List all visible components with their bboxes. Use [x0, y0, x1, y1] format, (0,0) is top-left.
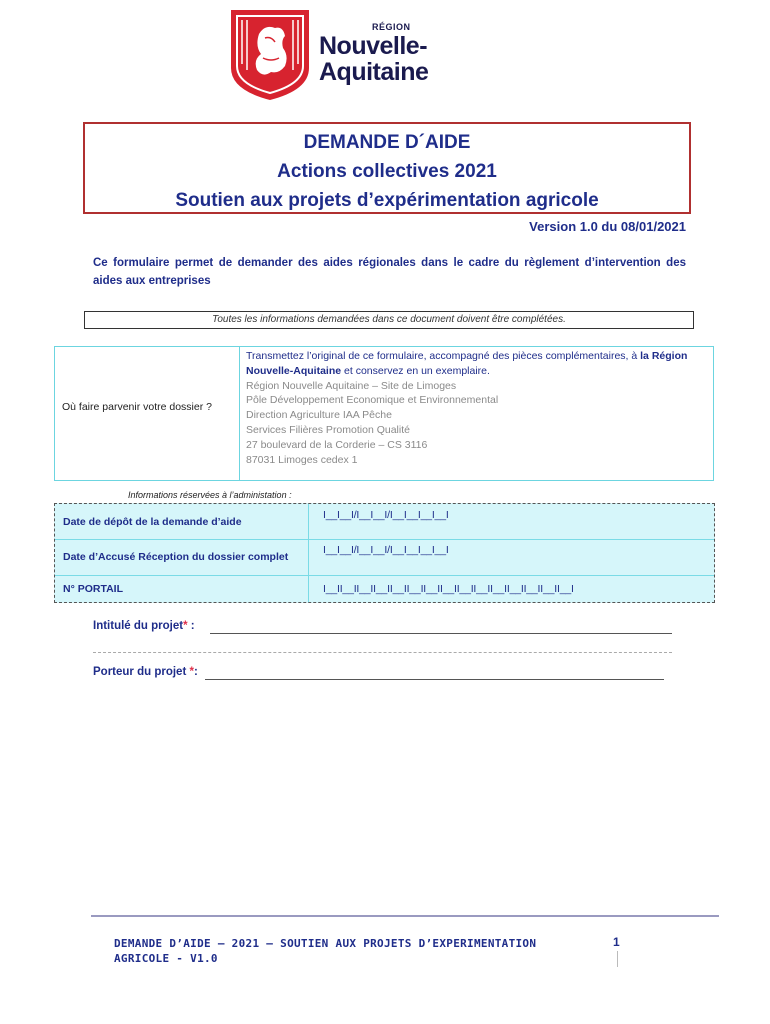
address-line: 27 boulevard de la Corderie – CS 3116 [246, 438, 428, 451]
project-title-label [93, 620, 195, 632]
title-line2: Actions collectives 2021 [277, 161, 497, 182]
portal-number-label: N° PORTAIL [63, 583, 124, 595]
address-line: Région Nouvelle Aquitaine – Site de Limoges [246, 379, 457, 392]
receipt-date-label: Date d’Accusé Réception du dossier complet [63, 551, 289, 563]
version-label: Version 1.0 du 08/01/2021 [529, 219, 686, 234]
completion-notice: Toutes les informations demandées dans ce document doivent être complétées. [84, 311, 694, 329]
address-line: Services Filières Promotion Qualité [246, 423, 410, 436]
project-holder-input[interactable] [205, 679, 664, 680]
address-line: 87031 Limoges cedex 1 [246, 453, 358, 466]
page-number-rule [617, 951, 618, 967]
submission-question: Où faire parvenir votre dossier ? [62, 401, 212, 413]
project-holder-label [93, 666, 198, 678]
deposit-date-field[interactable]: I__I__I/I__I__I/I__I__I__I__I [323, 509, 449, 521]
colon: : [187, 620, 195, 632]
footer-text: DEMANDE D’AIDE – 2021 – SOUTIEN AUX PROJETS D’EXPERIMENTATION AGRICOLE - V1.0 [114, 937, 537, 965]
table-divider [308, 504, 309, 602]
submission-intro-text: Transmettez l’original de ce formulaire, accompagné des pièces complémentaires, à [246, 350, 641, 362]
footer-rule [91, 915, 719, 917]
region-logo [219, 2, 459, 108]
table-row-divider [55, 539, 714, 540]
required-star: * [189, 666, 194, 678]
title-line3: Soutien aux projets d’expérimentation agricole [175, 190, 599, 211]
colon: : [193, 666, 198, 678]
title-box [83, 122, 691, 214]
logo-name-line2: Aquitaine [319, 58, 429, 86]
title-line1: DEMANDE D´AIDE [303, 132, 471, 153]
address-line: Pôle Développement Economique et Environnemental [246, 394, 499, 407]
submission-address-box [54, 346, 714, 481]
project-title-text: Intitulé du projet [93, 620, 184, 632]
receipt-date-field[interactable]: I__I__I/I__I__I/I__I__I__I__I [323, 544, 449, 556]
admin-table [54, 503, 715, 603]
admin-caption: Informations réservées à l’administation : [128, 490, 292, 500]
lion-shield-icon [227, 8, 313, 102]
submission-intro-end: et conservez en un exemplaire. [341, 364, 490, 377]
address-line: Direction Agriculture IAA Pêche [246, 409, 392, 422]
deposit-date-label: Date de dépôt de la demande d’aide [63, 516, 242, 528]
project-title-input[interactable] [210, 633, 672, 634]
logo-region-label: RÉGION [372, 22, 411, 32]
project-holder-text: Porteur du projet [93, 666, 190, 678]
submission-intro-region: la Région Nouvelle-Aquitaine [246, 350, 688, 377]
portal-number-field[interactable]: I__II__II__II__II__II__II__II__II__II__II__II__II__II__II__I [323, 583, 574, 595]
intro-paragraph: Ce formulaire permet de demander des aides régionales dans le cadre du règlement d’intervention des aides aux entreprises [93, 257, 686, 287]
table-row-divider [55, 575, 714, 576]
logo-name-line1: Nouvelle- [319, 32, 428, 60]
submission-instructions [246, 349, 709, 467]
required-star: * [183, 620, 188, 632]
page-number: 1 [613, 935, 620, 949]
submission-intro [246, 349, 709, 379]
column-divider [239, 347, 240, 480]
project-title-continuation-line[interactable] [93, 652, 672, 654]
